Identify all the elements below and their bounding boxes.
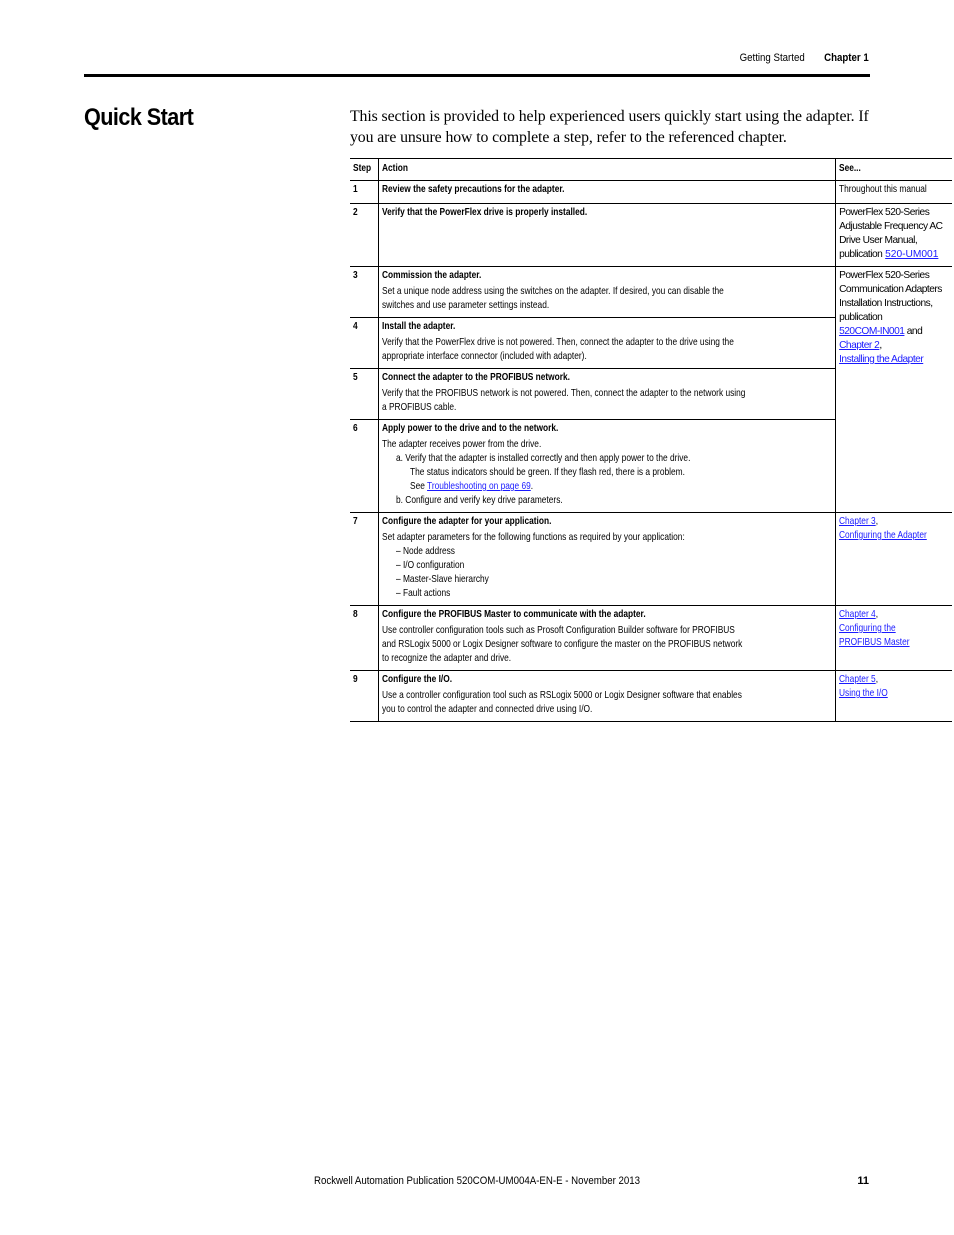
substep-a-line2: The status indicators should be green. If they flash red, there is a problem. bbox=[410, 467, 685, 478]
action-cell: Apply power to the drive and to the network. The adapter receives power from the drive. a. Verify that the adapter is installed correctly and then apply power to the drive. The status indicators should be green. If they flash red, there is a problem. See Troubleshooting on page 69. b. Configure and verify key drive parameters. bbox=[379, 420, 836, 513]
table-header-row bbox=[350, 159, 952, 181]
running-header bbox=[740, 52, 869, 64]
action-body: Use a controller configuration tool such as RSLogix 5000 or Logix Designer software that enables you to control the adapter and connected drive using I/O. bbox=[382, 690, 742, 715]
step-number: 2 bbox=[350, 204, 379, 267]
step-number: 4 bbox=[350, 318, 379, 369]
link-using-the-io[interactable]: Using the I/O bbox=[839, 688, 888, 699]
see-and: and bbox=[906, 326, 923, 337]
link-520-um001[interactable]: 520-UM001 bbox=[885, 249, 939, 260]
see-cell: Chapter 4, Configuring the PROFIBUS Master bbox=[836, 606, 953, 671]
action-cell bbox=[379, 671, 836, 722]
substep-a-see: See bbox=[410, 481, 425, 492]
table-row bbox=[350, 267, 952, 318]
action-cell bbox=[379, 606, 836, 671]
link-configuring-the[interactable]: Configuring the bbox=[839, 623, 896, 634]
action-cell bbox=[379, 513, 836, 606]
list-item: – Node address bbox=[396, 546, 456, 557]
action-title: Review the safety precautions for the adapter. bbox=[382, 184, 565, 195]
action-title: Connect the adapter to the PROFIBUS network. bbox=[382, 372, 571, 383]
action-body: Set a unique node address using the switches on the adapter. If desired, you can disable the switches and use parameter settings instead. bbox=[382, 286, 724, 311]
link-520com-in001[interactable]: 520COM-IN001 bbox=[839, 326, 905, 337]
header-action: Action bbox=[379, 159, 836, 181]
action-body: Verify that the PowerFlex drive is not powered. Then, connect the adapter to the drive using the appropriate interface connector (included with adapter). bbox=[382, 337, 734, 362]
action-title: Install the adapter. bbox=[382, 321, 456, 332]
step-number: 6 bbox=[350, 420, 379, 513]
substep-b: b. Configure and verify key drive parameters. bbox=[396, 495, 563, 506]
table-row bbox=[350, 606, 952, 671]
see-text: PowerFlex 520-Series Adjustable Frequency AC Drive User Manual, publication bbox=[839, 207, 943, 260]
table-row bbox=[350, 513, 952, 606]
action-cell bbox=[379, 181, 836, 204]
action-cell bbox=[379, 318, 836, 369]
action-body: The adapter receives power from the drive. bbox=[382, 439, 542, 450]
header-rule bbox=[84, 74, 870, 77]
quick-start-table bbox=[350, 158, 952, 722]
link-installing-the-adapter[interactable]: Installing the Adapter bbox=[839, 354, 924, 365]
action-title: Verify that the PowerFlex drive is properly installed. bbox=[382, 207, 588, 218]
action-title: Apply power to the drive and to the network. bbox=[382, 423, 559, 434]
action-title: Commission the adapter. bbox=[382, 270, 482, 281]
link-chapter-2[interactable]: Chapter 2 bbox=[839, 340, 880, 351]
header-step: Step bbox=[350, 159, 379, 181]
table-row bbox=[350, 671, 952, 722]
list-item: – Fault actions bbox=[396, 588, 451, 599]
step-number: 3 bbox=[350, 267, 379, 318]
action-body: Verify that the PROFIBUS network is not powered. Then, connect the adapter to the network using a PROFIBUS cable. bbox=[382, 388, 746, 413]
see-cell bbox=[836, 181, 953, 204]
step-number: 5 bbox=[350, 369, 379, 420]
page-number: 11 bbox=[857, 1175, 869, 1187]
see-text: Throughout this manual bbox=[839, 184, 927, 195]
step-number: 9 bbox=[350, 671, 379, 722]
step-number: 8 bbox=[350, 606, 379, 671]
action-cell bbox=[379, 267, 836, 318]
action-cell bbox=[379, 204, 836, 267]
action-title: Configure the I/O. bbox=[382, 674, 453, 685]
action-body: Set adapter parameters for the following functions as required by your application: bbox=[382, 532, 685, 543]
page-title: Quick Start bbox=[84, 104, 194, 131]
link-chapter-3[interactable]: Chapter 3 bbox=[839, 516, 876, 527]
substep-a: a. Verify that the adapter is installed correctly and then apply power to the drive. bbox=[396, 453, 691, 464]
header-chapter: Chapter 1 bbox=[824, 52, 869, 64]
header-see: See... bbox=[836, 159, 953, 181]
action-cell bbox=[379, 369, 836, 420]
see-cell: Chapter 5, Using the I/O bbox=[836, 671, 953, 722]
list-item: – Master-Slave hierarchy bbox=[396, 574, 489, 585]
list-item: – I/O configuration bbox=[396, 560, 465, 571]
intro-paragraph: This section is provided to help experienced users quickly start using the adapter. If you are unsure how to complete a step, refer to the referenced chapter. bbox=[350, 108, 869, 146]
see-cell: PowerFlex 520-Series Communication Adapters Installation Instructions, publication 520COM-IN001 and Chapter 2, Installing the Adapter bbox=[836, 267, 953, 513]
footer-publication: Rockwell Automation Publication 520COM-UM004A-EN-E - November 2013 bbox=[314, 1175, 641, 1187]
link-troubleshooting[interactable]: Troubleshooting on page 69 bbox=[427, 481, 531, 492]
step-number: 1 bbox=[350, 181, 379, 204]
link-chapter-5[interactable]: Chapter 5 bbox=[839, 674, 876, 685]
step-number: 7 bbox=[350, 513, 379, 606]
see-cell: Chapter 3, Configuring the Adapter bbox=[836, 513, 953, 606]
table-row bbox=[350, 181, 952, 204]
action-title: Configure the PROFIBUS Master to communicate with the adapter. bbox=[382, 609, 646, 620]
link-chapter-4[interactable]: Chapter 4 bbox=[839, 609, 876, 620]
see-cell bbox=[836, 204, 953, 267]
action-title: Configure the adapter for your application. bbox=[382, 516, 552, 527]
header-section: Getting Started bbox=[739, 52, 805, 64]
action-body: Use controller configuration tools such as Prosoft Configuration Builder software for PROFIBUS and RSLogix 5000 or Logix Designer software to configure the master on the PROFIBUS network to recognize the adapter and drive. bbox=[382, 625, 743, 664]
see-text: PowerFlex 520-Series Communication Adapters Installation Instructions, publication bbox=[839, 270, 942, 323]
link-profibus-master[interactable]: PROFIBUS Master bbox=[839, 637, 910, 648]
table-row bbox=[350, 204, 952, 267]
link-configuring-the-adapter[interactable]: Configuring the Adapter bbox=[839, 530, 927, 541]
